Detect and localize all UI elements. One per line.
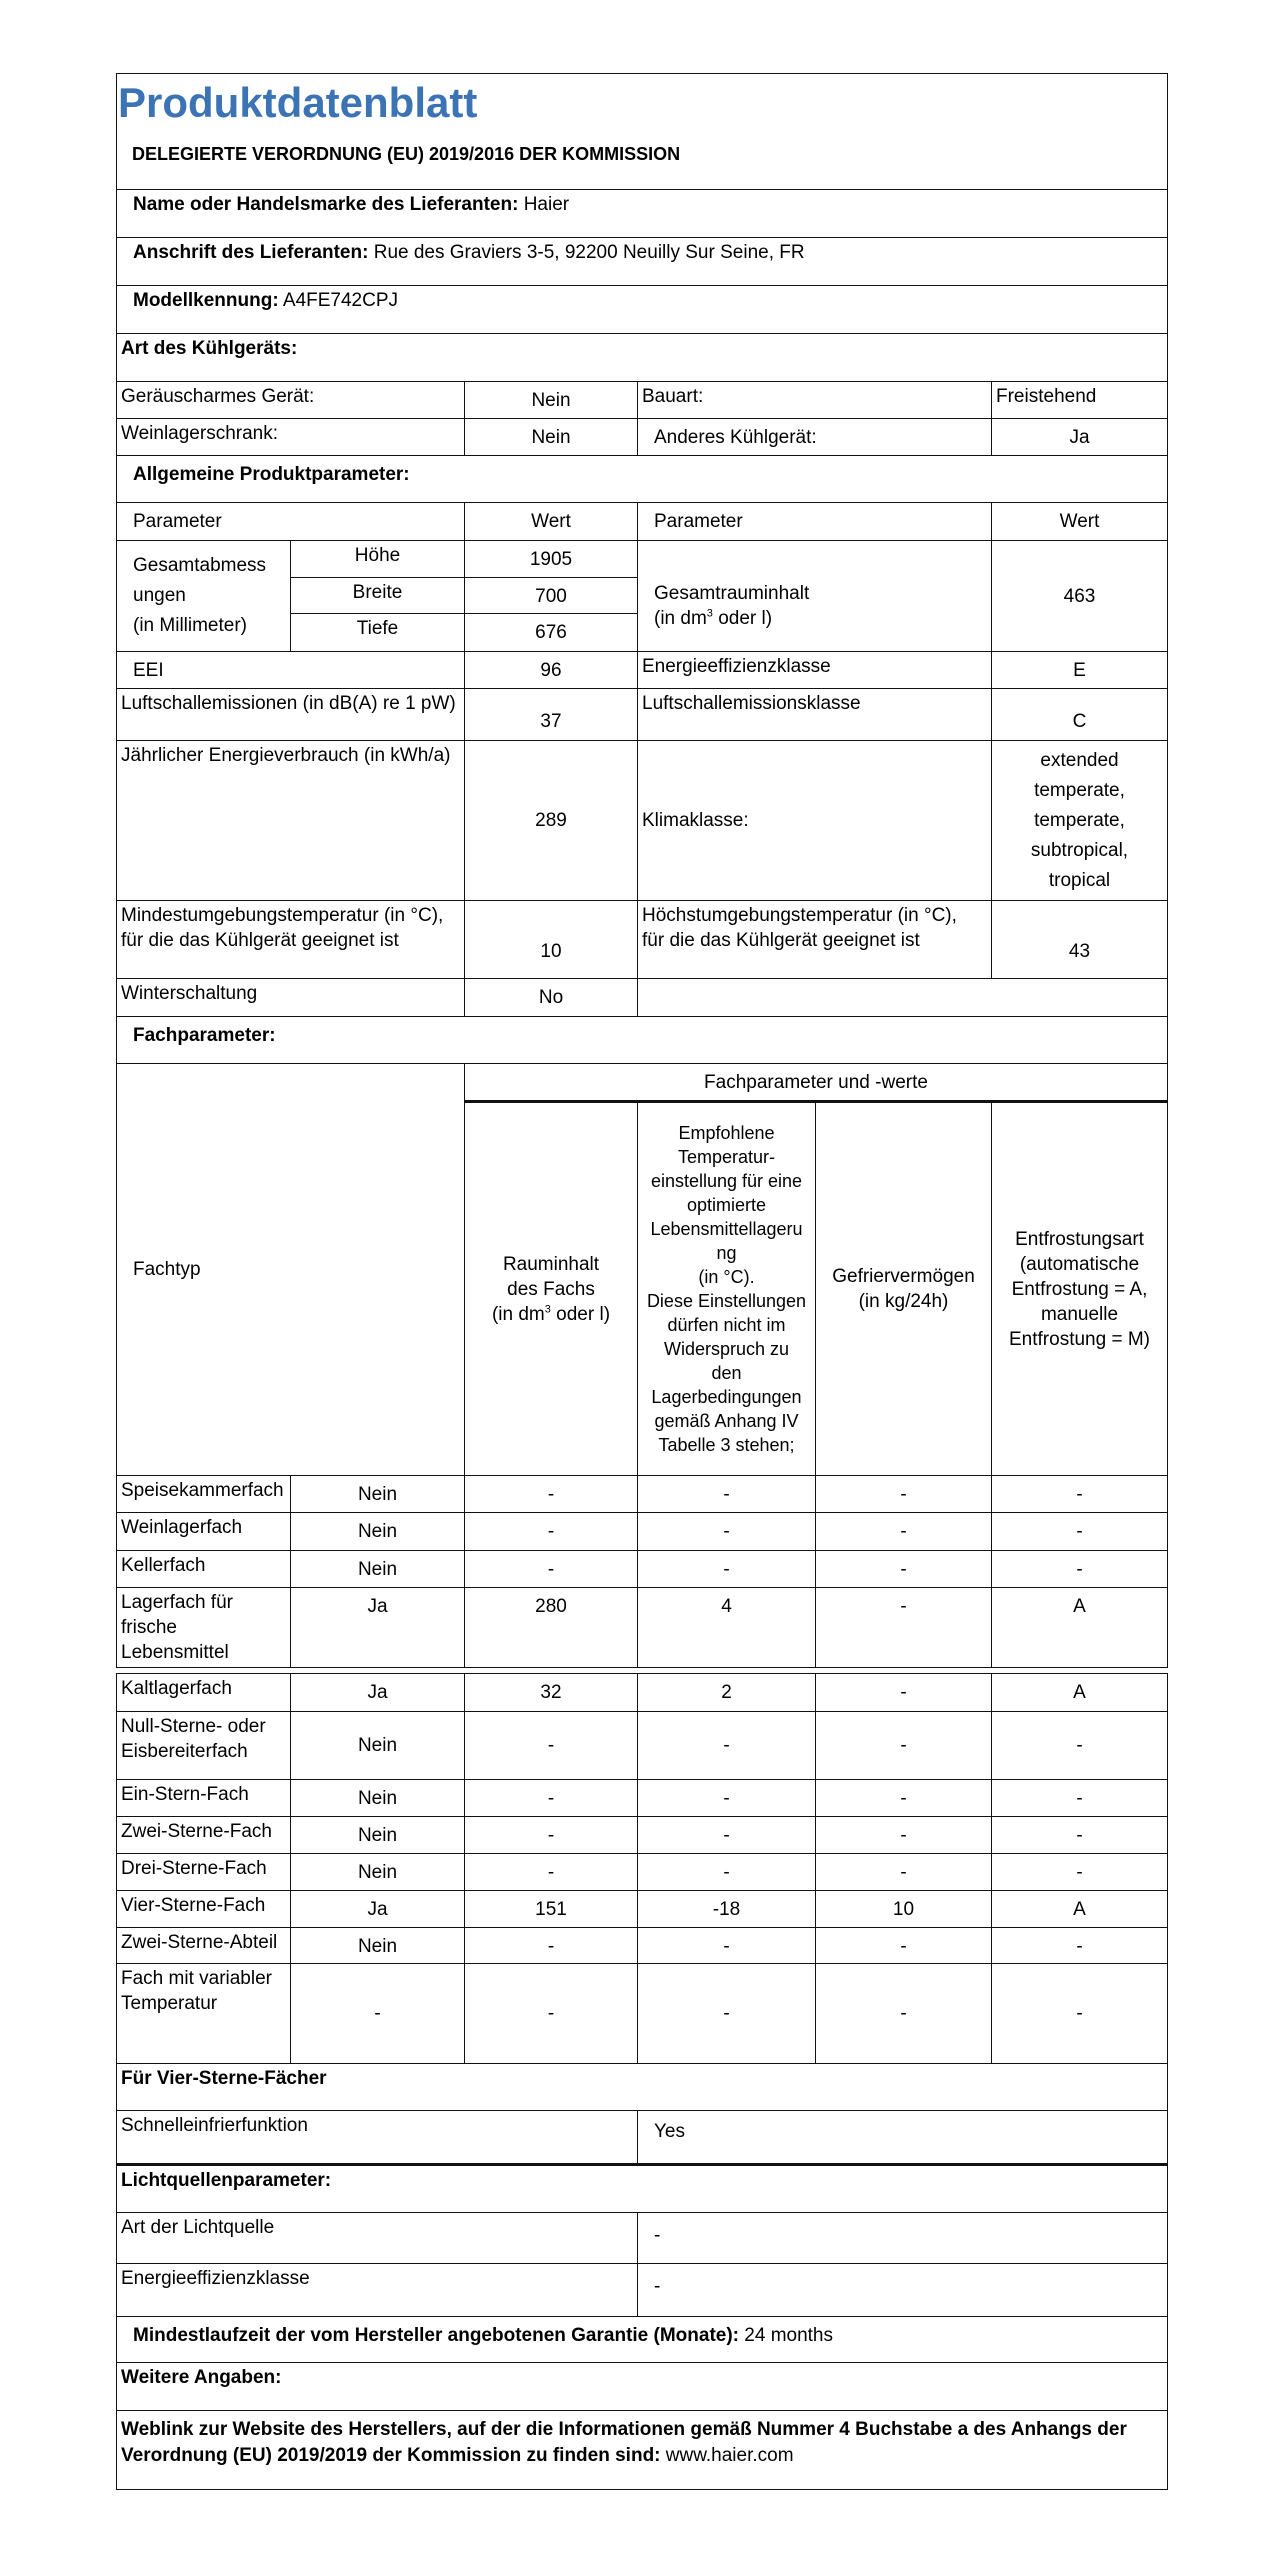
width-value: 700: [464, 577, 638, 614]
compartment-freeze: -: [815, 1779, 992, 1817]
compartment-volume: -: [464, 1475, 638, 1513]
other-appliance-value: Ja: [991, 418, 1168, 456]
dimensions-label: Gesamtabmess ungen (in Millimeter): [116, 540, 291, 652]
compartment-freeze: -: [815, 1711, 992, 1780]
col-volume-header: Rauminhalt des Fachs (in $dm^3$ oder l): [464, 1100, 638, 1476]
depth-value: 676: [464, 613, 638, 652]
compartment-name: Speisekammerfach: [116, 1475, 291, 1513]
compartment-defrost: -: [991, 1550, 1168, 1588]
energy-class-value: E: [991, 651, 1168, 689]
weblink-row: [116, 2410, 1168, 2490]
wine-cabinet-value: Nein: [464, 418, 638, 456]
winter-value: No: [464, 978, 638, 1017]
compartment-temp: -: [637, 1512, 816, 1551]
light-class-label: Energieeffizienzklasse: [116, 2263, 638, 2317]
width-label: Breite: [290, 577, 465, 614]
compartment-volume: -: [464, 1927, 638, 1964]
col-parameter-left: Parameter: [116, 502, 465, 541]
eei-label: EEI: [116, 651, 465, 689]
compartment-temp: -: [637, 1779, 816, 1817]
compartment-group-header: Fachparameter und -werte: [464, 1063, 1168, 1102]
compartment-present: Ja: [290, 1673, 465, 1712]
noise-value: 37: [464, 688, 638, 741]
warranty-value: 24 months: [744, 2325, 834, 2346]
compartment-name: Kellerfach: [116, 1550, 291, 1588]
compartment-temp: -: [637, 1963, 816, 2064]
compartment-freeze: -: [815, 1512, 992, 1551]
address-row: [116, 237, 1168, 286]
compartment-defrost: -: [991, 1816, 1168, 1854]
compartment-volume: -: [464, 1711, 638, 1780]
model-row: [116, 285, 1168, 334]
page-title: Produktdatenblatt: [118, 79, 478, 126]
design-value: Freistehend: [991, 381, 1168, 419]
compartment-temp: -18: [637, 1890, 816, 1928]
total-volume-value: 463: [991, 540, 1168, 652]
compartment-present: Nein: [290, 1927, 465, 1964]
warranty-label: Mindestlaufzeit der vom Hersteller angebotenen Garantie (Monate):: [133, 2325, 739, 2346]
design-label: Bauart:: [637, 381, 992, 419]
light-heading: Lichtquellenparameter:: [116, 2163, 1168, 2213]
col-freeze-header: Gefriervermögen (in kg/24h): [815, 1100, 992, 1476]
compartment-name: Drei-Sterne-Fach: [116, 1853, 291, 1891]
compartment-defrost: -: [991, 1711, 1168, 1780]
weblink-label: Weblink zur Website des Herstellers, auf der die Informationen gemäß Nummer 4 Buchstabe a des Anhangs der Verordnung (EU) 2019/2019 der Kommission zu finden sind:: [121, 2419, 1127, 2466]
compartments-heading: Fachparameter:: [116, 1016, 1168, 1064]
compartment-freeze: -: [815, 1673, 992, 1712]
compartment-volume: -: [464, 1779, 638, 1817]
compartment-volume: -: [464, 1853, 638, 1891]
compartment-temp: 4: [637, 1587, 816, 1668]
energy-class-label: Energieeffizienzklasse: [637, 651, 992, 689]
compartment-name: Null-Sterne- oder Eisbereiterfach: [116, 1711, 291, 1780]
compartment-present: Nein: [290, 1475, 465, 1513]
climate-class-value: extended temperate, temperate, subtropical, tropical: [991, 740, 1168, 901]
model-label: Modellkennung:: [133, 290, 279, 311]
compartment-present: Nein: [290, 1779, 465, 1817]
compartment-present: Nein: [290, 1512, 465, 1551]
col-temp-header: Empfohlene Temperatur- einstellung für eine optimierte Lebensmittellageru ng (in °C). Diese Einstellungen dürfen nicht im Widerspruch zu den Lagerbedingungen gemäß Anhang IV Tabelle 3 stehen;: [637, 1100, 816, 1476]
low-noise-value: Nein: [464, 381, 638, 419]
further-heading: Weitere Angaben:: [116, 2362, 1168, 2411]
compartment-freeze: -: [815, 1963, 992, 2064]
depth-label: Tiefe: [290, 613, 465, 652]
compartment-temp: -: [637, 1475, 816, 1513]
noise-label: Luftschallemissionen (in dB(A) re 1 pW): [116, 688, 465, 741]
max-temp-value: 43: [991, 900, 1168, 979]
supplier-row: [116, 189, 1168, 238]
compartment-volume: 280: [464, 1587, 638, 1668]
max-temp-label: Höchstumgebungstemperatur (in °C), für die das Kühlgerät geeignet ist: [637, 900, 992, 979]
model-value: A4FE742CPJ: [282, 290, 399, 311]
compartment-defrost: A: [991, 1673, 1168, 1712]
compartment-present: Nein: [290, 1816, 465, 1854]
wine-cabinet-label: Weinlagerschrank:: [116, 418, 465, 456]
height-label: Höhe: [290, 540, 465, 578]
noise-class-value: C: [991, 688, 1168, 741]
min-temp-label: Mindestumgebungstemperatur (in °C), für die das Kühlgerät geeignet ist: [116, 900, 465, 979]
min-temp-value: 10: [464, 900, 638, 979]
appliance-type-heading: Art des Kühlgeräts:: [116, 333, 1168, 382]
low-noise-label: Geräuscharmes Gerät:: [116, 381, 465, 419]
supplier-label: Name oder Handelsmarke des Lieferanten:: [133, 194, 519, 215]
compartment-defrost: -: [991, 1927, 1168, 1964]
col-parameter-right: Parameter: [637, 502, 992, 541]
compartment-freeze: -: [815, 1853, 992, 1891]
light-class-value: -: [637, 2263, 1168, 2317]
other-appliance-label: Anderes Kühlgerät:: [637, 418, 992, 456]
compartment-freeze: 10: [815, 1890, 992, 1928]
col-value-right: Wert: [991, 502, 1168, 541]
light-type-label: Art der Lichtquelle: [116, 2212, 638, 2264]
compartment-freeze: -: [815, 1587, 992, 1668]
eei-value: 96: [464, 651, 638, 689]
compartment-volume: 151: [464, 1890, 638, 1928]
light-type-value: -: [637, 2212, 1168, 2264]
compartment-defrost: -: [991, 1475, 1168, 1513]
compartment-defrost: -: [991, 1512, 1168, 1551]
height-value: 1905: [464, 540, 638, 578]
total-volume-label: Gesamtrauminhalt (in $dm^3$ oder l): [637, 540, 992, 652]
noise-class-label: Luftschallemissionsklasse: [637, 688, 992, 741]
address-label: Anschrift des Lieferanten:: [133, 242, 369, 263]
winter-empty: [637, 978, 1168, 1017]
compartment-name: Lagerfach für frische Lebensmittel: [116, 1587, 291, 1668]
fast-freeze-label: Schnelleinfrierfunktion: [116, 2110, 638, 2164]
compartment-freeze: -: [815, 1816, 992, 1854]
compartment-freeze: -: [815, 1927, 992, 1964]
fast-freeze-value: Yes: [637, 2110, 1168, 2164]
compartment-name: Fach mit variabler Temperatur: [116, 1963, 291, 2064]
annual-energy-label: Jährlicher Energieverbrauch (in kWh/a): [116, 740, 465, 901]
supplier-value: Haier: [523, 194, 570, 215]
warranty-row: [116, 2316, 1168, 2363]
compartment-temp: -: [637, 1550, 816, 1588]
compartment-name: Kaltlagerfach: [116, 1673, 291, 1712]
winter-label: Winterschaltung: [116, 978, 465, 1017]
compartment-volume: -: [464, 1550, 638, 1588]
compartment-temp: -: [637, 1927, 816, 1964]
weblink-value[interactable]: www.haier.com: [665, 2445, 794, 2466]
compartment-temp: -: [637, 1853, 816, 1891]
compartment-name: Vier-Sterne-Fach: [116, 1890, 291, 1928]
compartment-volume: -: [464, 1963, 638, 2064]
compartment-volume: -: [464, 1512, 638, 1551]
compartment-name: Zwei-Sterne-Fach: [116, 1816, 291, 1854]
annual-energy-value: 289: [464, 740, 638, 901]
regulation-title: DELEGIERTE VERORDNUNG (EU) 2019/2016 DER KOMMISSION: [132, 144, 681, 164]
compartment-temp: -: [637, 1816, 816, 1854]
compartment-volume: -: [464, 1816, 638, 1854]
compartment-name: Weinlagerfach: [116, 1512, 291, 1551]
compartment-freeze: -: [815, 1550, 992, 1588]
col-defrost-header: Entfrostungsart (automatische Entfrostung = A, manuelle Entfrostung = M): [991, 1100, 1168, 1476]
compartment-name: Ein-Stern-Fach: [116, 1779, 291, 1817]
compartment-present: Ja: [290, 1890, 465, 1928]
compartment-name: Zwei-Sterne-Abteil: [116, 1927, 291, 1964]
compartment-temp: -: [637, 1711, 816, 1780]
compartment-temp: 2: [637, 1673, 816, 1712]
compartment-defrost: A: [991, 1587, 1168, 1668]
compartment-present: Nein: [290, 1711, 465, 1780]
compartment-defrost: -: [991, 1853, 1168, 1891]
compartment-type-header: Fachtyp: [116, 1063, 465, 1476]
compartment-defrost: -: [991, 1963, 1168, 2064]
compartment-freeze: -: [815, 1475, 992, 1513]
compartment-defrost: A: [991, 1890, 1168, 1928]
general-heading: Allgemeine Produktparameter:: [116, 455, 1168, 503]
compartment-present: Ja: [290, 1587, 465, 1668]
col-value-left: Wert: [464, 502, 638, 541]
compartment-present: Nein: [290, 1853, 465, 1891]
compartment-present: Nein: [290, 1550, 465, 1588]
compartment-defrost: -: [991, 1779, 1168, 1817]
compartment-present: -: [290, 1963, 465, 2064]
four-star-heading: Für Vier-Sterne-Fächer: [116, 2063, 1168, 2111]
compartment-volume: 32: [464, 1673, 638, 1712]
address-value: Rue des Graviers 3-5, 92200 Neuilly Sur Seine, FR: [373, 242, 805, 263]
climate-class-label: Klimaklasse:: [637, 740, 992, 901]
